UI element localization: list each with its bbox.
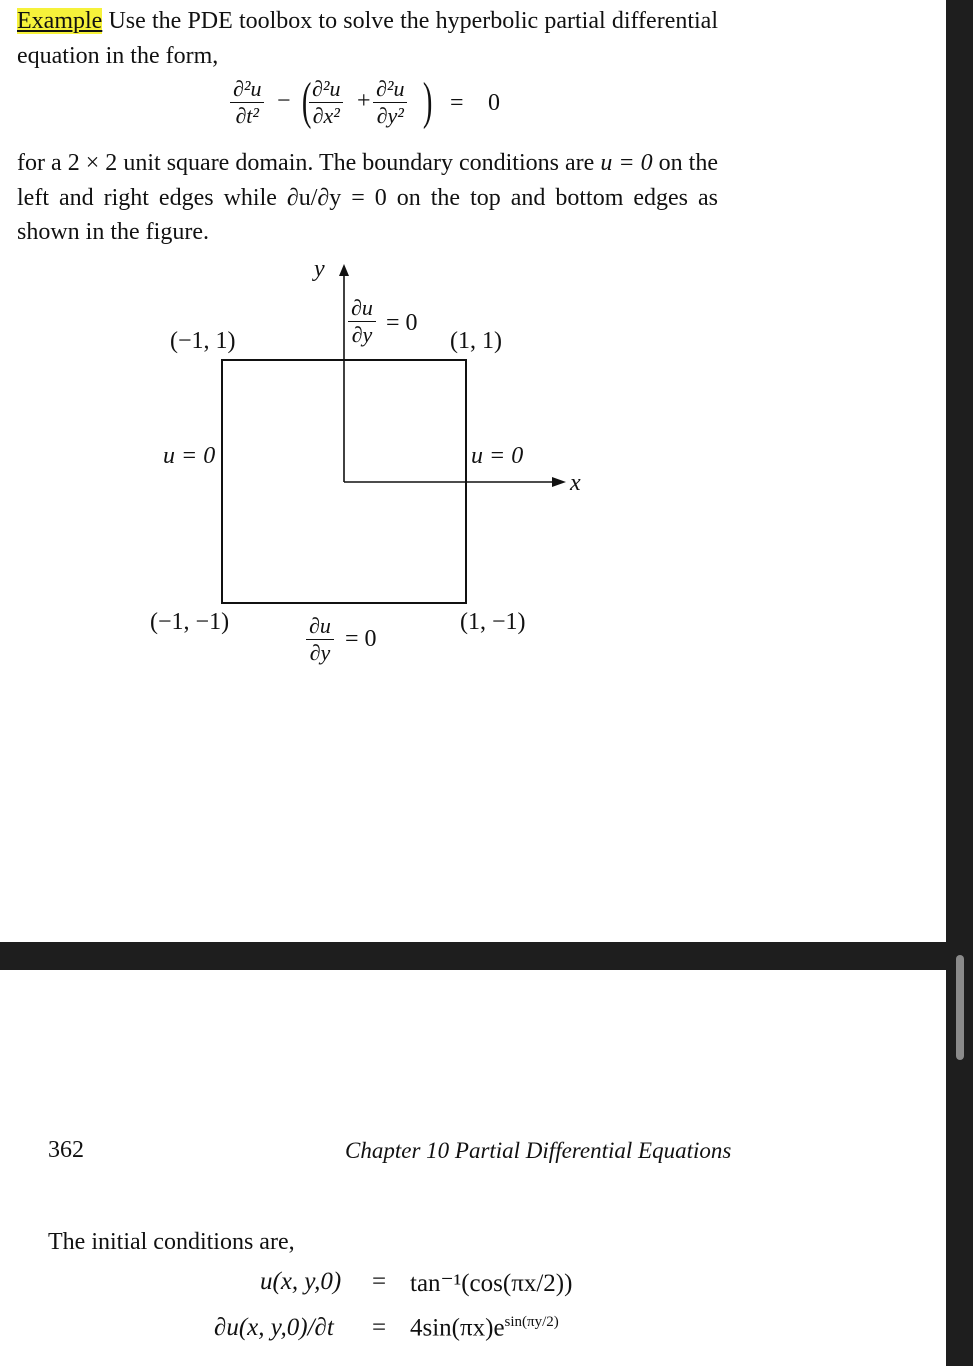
scrollbar-thumb[interactable] xyxy=(956,955,964,1060)
example-label: Example xyxy=(17,8,103,34)
viewer-gutter xyxy=(946,0,973,1366)
plus-sign: + xyxy=(357,88,371,114)
ic1-equals: = xyxy=(372,1268,387,1295)
ic2-equals: = xyxy=(372,1314,387,1341)
fraction-numerator: ∂²u xyxy=(373,76,407,103)
corner-label-top-right: (1, 1) xyxy=(450,328,502,354)
close-paren: ) xyxy=(422,73,433,130)
bottom-bc-fraction xyxy=(306,613,334,666)
corner-label-bottom-left: (−1, −1) xyxy=(150,609,230,635)
corner-label-top-left: (−1, 1) xyxy=(170,328,236,354)
fraction-numerator: ∂u xyxy=(348,295,376,322)
ic2-rhs-base: 4sin(πx)e xyxy=(410,1314,505,1342)
fraction-numerator: ∂u xyxy=(306,613,334,640)
bc-u-zero-inline: u = 0 xyxy=(600,150,653,176)
bottom-bc-rhs: = 0 xyxy=(345,626,377,652)
x-axis-arrowhead xyxy=(552,477,566,487)
y-axis-arrowhead xyxy=(339,264,349,276)
ic2-lhs: ∂u(x, y,0)/∂t xyxy=(214,1314,334,1341)
ic1-rhs: tan⁻¹(cos(πx/2)) xyxy=(410,1270,573,1297)
open-paren: ( xyxy=(301,73,312,130)
fraction-denominator: ∂y xyxy=(309,640,331,665)
corner-label-bottom-right: (1, −1) xyxy=(460,609,526,635)
ic2-rhs-exponent: sin(πy/2) xyxy=(504,1314,559,1330)
ic2-rhs xyxy=(410,1314,559,1342)
ic1-lhs: u(x, y,0) xyxy=(260,1268,342,1295)
body-text-part-1: for a 2 × 2 unit square domain. The boundary conditions are xyxy=(17,150,601,176)
page-lower xyxy=(0,970,946,1366)
x-axis-label: x xyxy=(570,470,581,496)
intro-text: Use the PDE toolbox to solve the hyperbolic partial differential equation in the form, xyxy=(17,8,718,69)
page-number: 362 xyxy=(48,1137,84,1163)
fraction-denominator: ∂x² xyxy=(312,103,340,128)
fraction-denominator: ∂y² xyxy=(376,103,404,128)
equation-rhs: 0 xyxy=(488,90,500,116)
top-bc-rhs: = 0 xyxy=(386,310,418,336)
right-boundary-condition: u = 0 xyxy=(471,443,524,469)
page-gap-divider xyxy=(0,942,946,970)
initial-conditions-text: The initial conditions are, xyxy=(48,1229,295,1255)
body-text-part-2: on the left and right edges while ∂u/∂y = 0 on the top and bottom edges as shown in the figure. xyxy=(17,150,718,245)
y-axis-label: y xyxy=(314,256,325,282)
fraction-numerator: ∂²u xyxy=(309,76,343,103)
minus-sign: − xyxy=(277,88,291,114)
top-bc-fraction xyxy=(348,295,376,348)
equals-sign: = xyxy=(450,90,464,116)
fraction-numerator: ∂²u xyxy=(230,76,264,103)
fraction-denominator: ∂y xyxy=(351,322,373,347)
fraction-denominator: ∂t² xyxy=(235,103,260,128)
running-head: Chapter 10 Partial Differential Equations xyxy=(345,1138,732,1163)
left-boundary-condition: u = 0 xyxy=(163,443,216,469)
